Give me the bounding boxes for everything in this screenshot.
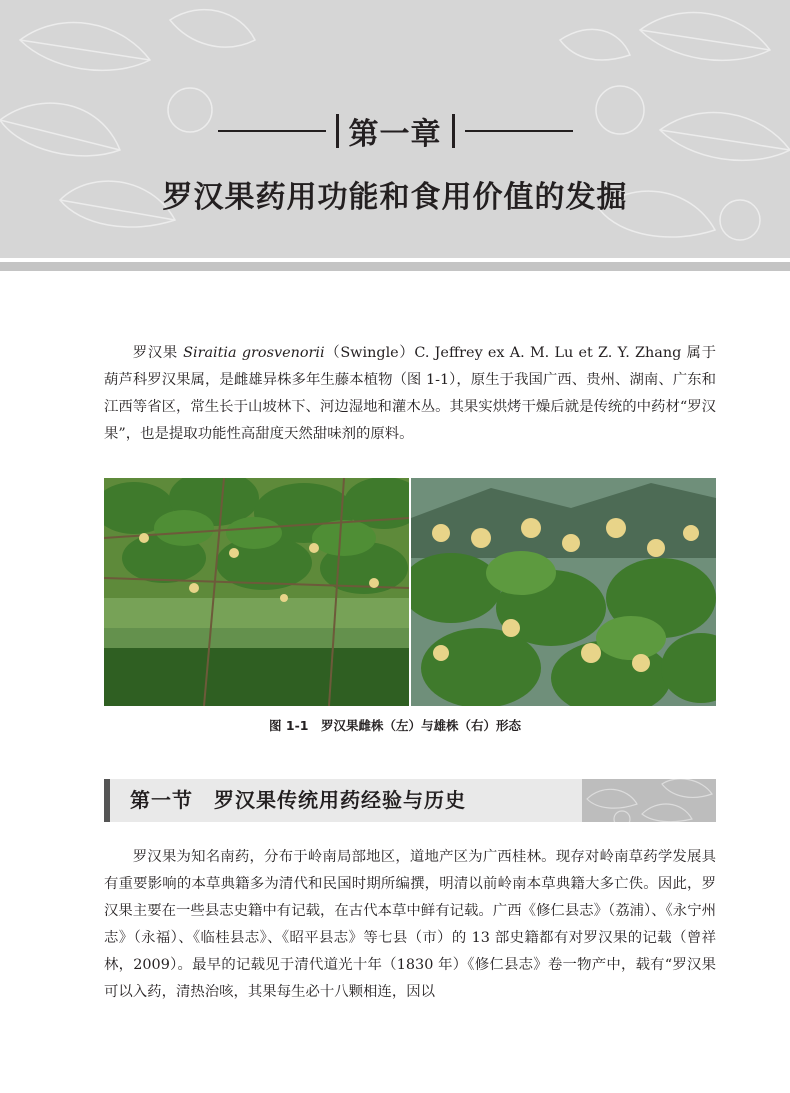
left-bar (336, 114, 339, 148)
left-rule (218, 130, 326, 132)
right-bar (452, 114, 455, 148)
section-title: 第一节 罗汉果传统用药经验与历史 (130, 788, 466, 812)
chapter-header-banner (0, 0, 790, 258)
chapter-heading-line (0, 108, 790, 154)
section-leaf-pattern (582, 779, 716, 822)
section-accent (104, 779, 110, 822)
chapter-number: 第一章 (348, 117, 442, 152)
figure-caption: 图 1-1 罗汉果雌株（左）与雄株（右）形态 (269, 718, 521, 733)
latin-name: Siraitia grosvenorii (183, 345, 325, 361)
intro-rest: （Swingle）C. Jeffrey ex A. M. Lu et Z. Y. Zhang 属于葫芦科罗汉果属，是雌雄异株多年生藤本植物（图 1-1），原生于我国广西、贵州、湖南、广东和江西等省区，常生长于山坡林下、河边湿地和灌木丛。其果实烘烤干燥后就是传统的中药材“罗汉果”，也是提取功能性高甜度天然甜味剂的原料。 (104, 345, 716, 442)
photo-female-plant (104, 478, 409, 706)
section-heading-bar (104, 779, 716, 822)
right-rule (465, 130, 573, 132)
header-divider (0, 262, 790, 271)
intro-paragraph (104, 340, 716, 448)
section-paragraph: 罗汉果为知名南药，分布于岭南局部地区，道地产区为广西桂林。现存对岭南草药学发展具有重要影响的本草典籍多为清代和民国时期所编撰，明清以前岭南本草典籍大多亡佚。因此，罗汉果主要在一些县志史籍中有记载，在古代本草中鲜有记载。广西《修仁县志》（荔浦）、《永宁州志》（永福）、《临桂县志》、《昭平县志》等七县（市）的 13 部史籍都有对罗汉果的记载（曾祥林，2009）。最早的记载见于清代道光十年（1830 年）《修仁县志》卷一物产中，载有“罗汉果可以入药，清热治咳，其果每生必十八颗相连，因以 (104, 849, 716, 1000)
intro-lead: 罗汉果 (132, 345, 184, 361)
photo-male-plant (411, 478, 716, 706)
chapter-title: 罗汉果药用功能和食用价值的发掘 (162, 180, 628, 215)
